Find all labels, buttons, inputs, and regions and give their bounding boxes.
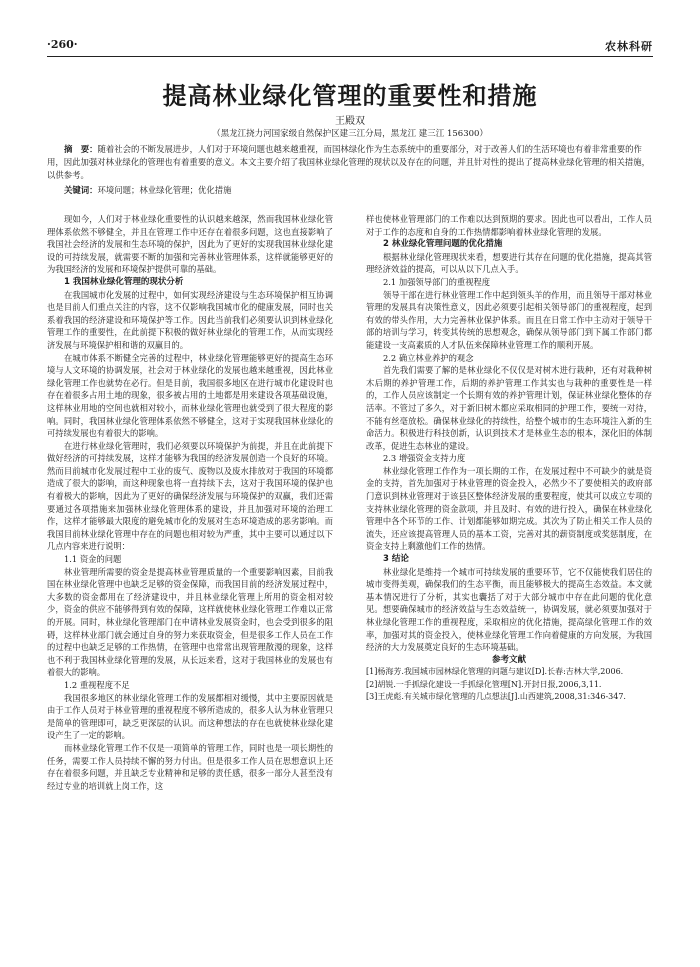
section-2-heading: 2 林业绿化管理问题的优化措施 <box>383 239 503 250</box>
section-1-2-paragraph-a: 我国很多地区的林业绿化管理工作的发展都相对缓慢，其中主要原因就是由于工作人员对于林业管理的重视程度不够所造成的，很多人认为林业管理只是简单的管理即可，缺乏更深层的认识。而这种想法的存在也就使林业绿化建设产生了一定的影响。 <box>47 692 333 741</box>
keywords <box>64 184 654 197</box>
reference-item: [1]杨海芳.我国城市园林绿化管理的问题与建议[D].长春:吉林大学,2006. <box>366 667 624 677</box>
section-1-1-paragraph: 林业管理所需要的资金是提高林业管理质量的一个重要影响因素，目前我国在林业绿化管理中也缺乏足够的资金保障，而我国目前的经济发展过程中，大多数的资金都用在了经济建设中，并且林业绿化管理上所用的资金相对较少，资金的供应不能够得到有效的保障，这样就使林业绿化管理工作难以正常的开展。同时，林业绿化管理部门在申请林业发展资金时，也会受到很多的阻碍，这样林业部门就会通过自身的努力来获取资金，但是很多工作人员在工作的过程中也缺乏足够的工作热情，在管理中也常常出现管理散漫的现象，这样也不利于我国林业绿化管理的发展，从长远来看，这对于我国林业的发展也有着很大的影响。 <box>47 566 333 678</box>
reference-item: [2]胡锐.一手抓绿化建设一手抓绿化管理[N].开封日报,2006,3,11. <box>366 679 602 689</box>
right-column <box>366 213 652 703</box>
running-header <box>47 38 653 56</box>
references-heading: 参考文献 <box>491 654 526 665</box>
section-2-paragraph: 根据林业绿化管理现状来看，想要进行其存在问题的优化措施，提高其管理经济效益的提高，可以从以下几点入手。 <box>366 251 652 275</box>
page-number: ·260· <box>47 38 78 51</box>
section-3-heading: 3 结论 <box>383 554 409 565</box>
continued-paragraph: 样也使林业管理部门的工作难以达到预期的要求。因此也可以看出，工作人员对于工作的态度和自身的工作热情都影响着林业绿化管理的发展。 <box>366 214 652 237</box>
section-1-2-paragraph-b: 而林业绿化管理工作不仅是一项简单的管理工作，同时也是一项长期性的任务，需要工作人员持续不懈的努力付出。但是很多工作人员在思想意识上还存在着很多问题，并且缺乏专业精神和足够的责任感，很多一部分人甚至没有经过专业的培训就上岗工作，这 <box>47 742 333 791</box>
left-column <box>47 213 333 792</box>
section-1-paragraph-a: 在我国城市化发展的过程中，如何实现经济建设与生态环境保护相互协调也是目前人们重点关注的内容，这不仅影响我国城市化的健康发展，同时也关系着我国的经济建设和环境保护等工作。因此当前我们必须要认识到林业绿化管理工作的重要性，在此前提下积极的做好林业绿化的管理工作，从而实现经济发展与环境保护相和谐的双赢目的。 <box>47 289 333 350</box>
intro-paragraph: 现如今，人们对于林业绿化重要性的认识越来越深，然而我国林业绿化管理体系依然不够健全，并且在管理工作中还存在着很多问题，这也直接影响了我国社会经济的发展和生态环境的保护，因此为了更好的实现我国林业绿化建设的可持续发展，就需要不断的加强和完善林业管理体系，这样就能够更好的为我国经济的发展和环境保护提供可靠的基础。 <box>47 214 333 275</box>
journal-name: 农林科研 <box>605 40 653 53</box>
section-1-1-heading: 1.1 资金的问题 <box>64 554 122 565</box>
section-1-paragraph-c: 在进行林业绿化管理时，我们必须要以环境保护为前提，并且在此前提下做好经济的可持续发展，这样才能够为我国的经济发展创造一个良好的环境。然而目前城市化发展过程中工业的废气、废物以及废水排放对于我国的环境都造成了很大的影响，而这种现象也将一直持续下去，这对于我国环境的保护也有着极大的影响，因此为了更好的确保经济发展与环境保护的双赢，我们还需要通过各项措施来加强林业绿化管理体系的建设，并且加强对环境的治理工作，这样才能够最大限度的避免城市化的发展对生态环境造成的恶劣影响。而我国目前林业绿化管理中存在的问题也相对较为严重，其中主要可以通过以下几点内容来进行说明： <box>47 440 333 552</box>
paper-title: 提高林业绿化管理的重要性和措施 <box>162 82 538 110</box>
section-3-paragraph: 林业绿化是维持一个城市可持续发展的重要环节，它不仅能使我们居住的城市变得美观，确保我们的生态平衡，而且能够极大的提高生态效益。本文就基本情况进行了分析，其实也囊括了对于大部分城市中存在此问题的优化意见。想要确保城市的经济效益与生态效益统一，协调发展，就必须要加强对于林业绿化管理工作的重视程度，采取相应的优化措施，提高绿化管理工作的效率，加强对其的资金投入，使林业绿化管理工作向着健康的方向发展，为我国经济的大力发展奠定良好的生态环境基础。 <box>366 566 652 653</box>
section-1-heading: 1 我国林业绿化管理的现状分析 <box>64 276 184 287</box>
section-2-2-paragraph: 首先我们需要了解的是林业绿化不仅仅是对树木进行栽种，还有对栽种树木后期的养护管理工作，后期的养护管理工作其实也与栽种的重要性是一样的，工作人员应该制定一个长期有效的养护管理计划，保证林业绿化整体的存活率。不管过了多久，对于新旧树木都应采取相同的护理工作，要统一对待，不能有丝毫放松。确保林业绿化的持续性，给整个城市的生态环境注入新的生命活力。积极进行科技创新，认识到技术才是林业生态的根本，深化旧的体制改革，促进生态林业的建设。 <box>366 365 652 451</box>
abstract-text: 随着社会的不断发展进步，人们对于环境问题也越来越重视，而国林绿化作为生态系统中的重要部分，对于改善人们的生活环境也有着非常重要的作用，因此加强对林业绿化的管理也有着重要的意义。本文主要介绍了我国林业绿化管理的现状以及存在的问题，并且针对性的提出了提高林业绿化管理的相关措施，以供参考。 <box>47 144 650 180</box>
section-2-2-heading: 2.2 确立林业养护的观念 <box>383 352 474 363</box>
section-2-3-paragraph: 林业绿化管理工作作为一项长期的工作，在发展过程中不可缺少的就是资金的支持，首先加强对于林业管理的资金投入，必然少不了要使相关的政府部门意识到林业管理对于该县区整体经济发展的重要程度，使其可以成立专项的支持林业绿化管理的资金款项，并且及时、有效的进行投入，确保在林业绿化管理中各个环节的工作、计划都能够如期完成。其次为了防止相关工作人员的流失，还应该提高管理人员的基本工资，完善对其的薪资制度或奖惩制度，在资金支持上剩激他们工作的热情。 <box>366 465 652 552</box>
section-1-paragraph-b: 在城市体系不断健全完善的过程中，林业绿化管理能够更好的提高生态环境与人文环境的协调发展，社会对于林业绿化的发展也越来越重视，因此林业绿化管理工作也就势在必行。但是目前，我国很多地区在进行城市化建设时也存在着很多占用土地的现象，很多被占用的土地都是用来建设各项基础设施，这样林业用地的空间也就相对较小，而林业绿化管理也就受到了很大程度的影响。同时，我国林业绿化管理体系依然不够健全，这对于实现我国林业绿化的可持续发展也有着很大的影响。 <box>47 352 333 439</box>
author: 王殿双 <box>335 116 365 127</box>
keywords-text: 环境问题；林业绿化管理；优化措施 <box>97 185 232 195</box>
reference-list <box>366 666 652 703</box>
section-2-3-heading: 2.3 增强资金支持力度 <box>383 453 466 464</box>
abstract <box>47 143 653 182</box>
reference-item: [3]王虎彪.有关城市绿化管理的几点想法[J].山西建筑,2008,31:346-347. <box>366 691 626 701</box>
section-1-2-heading: 1.2 重视程度不足 <box>64 679 130 690</box>
keywords-label: 关键词： <box>64 185 98 195</box>
header-rule <box>47 56 653 57</box>
section-2-1-paragraph: 领导干部在进行林业管理工作中起到领头羊的作用，而且领导干部对林业管理的发展具有决策性意义，因此必须要引起相关领导部门的重视程度，起到有效的带头作用，大力完善林业保护体系。而且在日常工作中主动对于领导干部的培训与学习，转变其传统的思想观念，确保从领导部门到下属工作部门都能建设一支高素质的人才队伍来保障林业管理工作的顺利开展。 <box>366 289 652 350</box>
abstract-label: 摘 要： <box>64 144 98 154</box>
affiliation: （黑龙江挠力河国家级自然保护区建三江分局，黑龙江 建三江 156300） <box>212 129 488 139</box>
section-2-1-heading: 2.1 加强领导部门的重视程度 <box>383 276 491 287</box>
